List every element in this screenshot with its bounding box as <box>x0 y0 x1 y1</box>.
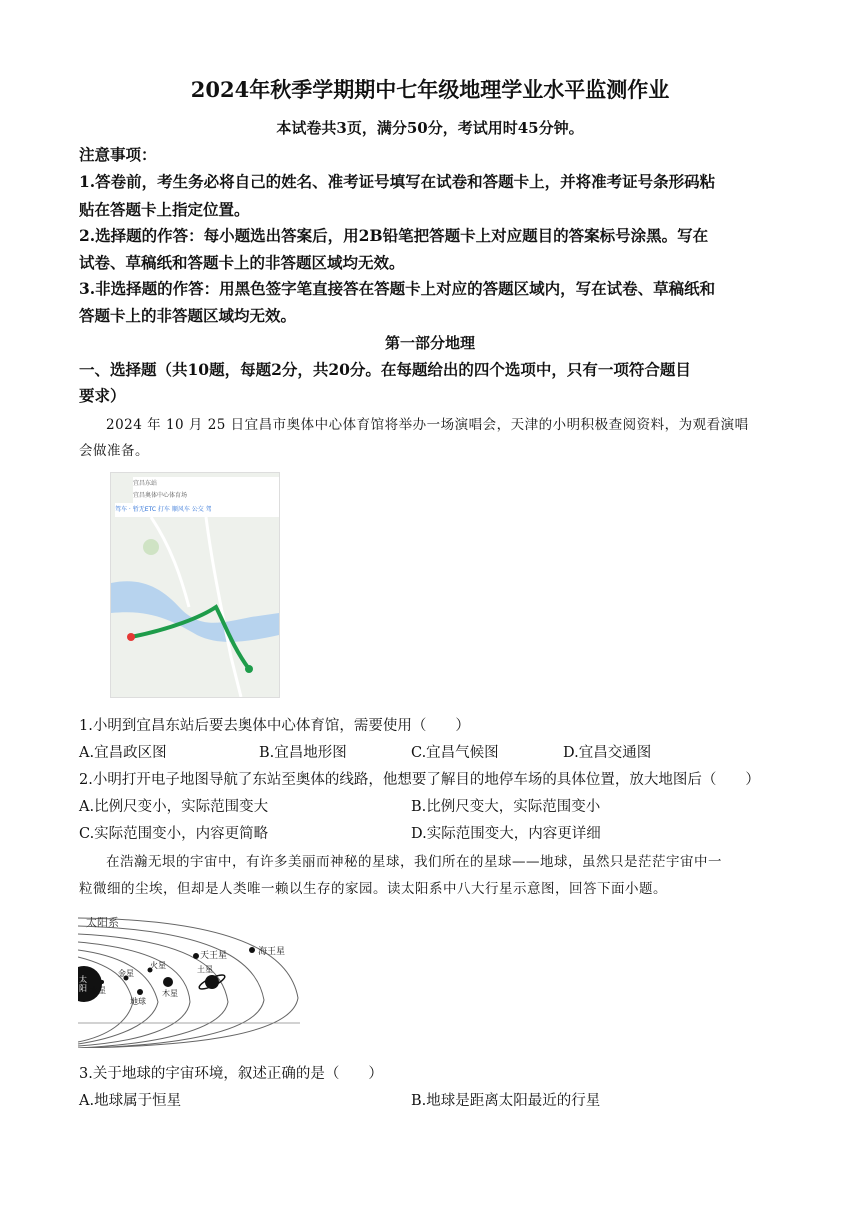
orbit-line <box>78 918 298 1048</box>
solar-caption: 太阳系 <box>86 916 119 929</box>
notice-item-3-line-1: 3.非选择题的作答：用黑色签字笔直接答在答题卡上对应的答题区域内，写在试卷、草稿纸和 <box>79 279 716 298</box>
park-area <box>143 539 159 555</box>
intro-1-line-1: 2024 年 10 月 25 日宜昌市奥体中心体育馆将举办一场演唱会，天津的小明积极查阅资料，为观看演唱 <box>106 417 749 433</box>
question-1-option-d: D.宜昌交通图 <box>563 745 652 761</box>
map-route-destination: 宜昌奥体中心体育场 <box>133 489 279 503</box>
river-shape <box>111 581 279 642</box>
uranus-label: 天王星 <box>200 951 228 961</box>
saturn-label: 土星 <box>197 965 213 974</box>
question-3-option-b: B.地球是距离太阳最近的行星 <box>411 1093 601 1109</box>
exam-title: 2024年秋季学期期中七年级地理学业水平监测作业 <box>190 77 670 102</box>
jupiter-dot <box>163 977 173 987</box>
notice-item-3-line-2: 答题卡上的非答题区域均无效。 <box>79 306 297 325</box>
section-1-heading-line-2: 要求） <box>79 386 126 405</box>
solar-system-diagram <box>78 912 300 1048</box>
notice-item-2-line-2: 试卷、草稿纸和答题卡上的非答题区域均无效。 <box>79 253 405 272</box>
question-1-stem: 1.小明到宜昌东站后要去奥体中心体育馆，需要使用（ ） <box>79 718 470 734</box>
question-2-option-d: D.实际范围变大，内容更详细 <box>411 826 601 842</box>
mercury-dot <box>100 980 104 984</box>
question-2-option-b: B.比例尺变大，实际范围变小 <box>411 799 601 815</box>
intro-1-line-2: 会做准备。 <box>79 443 149 459</box>
question-1-option-b: B.宜昌地形图 <box>259 745 347 761</box>
question-2-option-c: C.实际范围变小，内容更简略 <box>79 826 269 842</box>
venus-label: 金星 <box>118 969 134 978</box>
sun-label: 太阳 <box>79 975 87 993</box>
earth-label: 地球 <box>130 997 146 1006</box>
intro-2-line-2: 粒微细的尘埃，但却是人类唯一赖以生存的家园。读太阳系中八大行星示意图，回答下面小题。 <box>79 881 667 897</box>
neptune-label: 海王星 <box>258 947 286 957</box>
origin-marker <box>127 633 135 641</box>
question-1-option-a: A.宜昌政区图 <box>79 745 167 761</box>
jupiter-label: 木星 <box>162 989 178 998</box>
uranus-dot <box>193 953 199 959</box>
map-canvas <box>111 517 279 697</box>
part-title: 第一部分地理 <box>384 334 475 352</box>
notice-item-1-line-1: 1.答卷前，考生务必将自己的姓名、准考证号填写在试卷和答题卡上，并将准考证号条形码粘 <box>79 172 716 191</box>
exam-subtitle: 本试卷共3页，满分50分，考试用时45分钟。 <box>276 119 584 137</box>
neptune-dot <box>249 947 255 953</box>
map-travel-modes: 驾车 · 暂无ETC 打车 顺风车 公交 驾 <box>115 503 279 517</box>
intro-2-line-1: 在浩瀚无垠的宇宙中，有许多美丽而神秘的星球，我们所在的星球——地球，虽然只是茫茫宇宙中一 <box>106 854 722 870</box>
navigation-map-image <box>110 472 280 698</box>
destination-marker <box>245 665 253 673</box>
question-3-stem: 3.关于地球的宇宙环境，叙述正确的是（ ） <box>79 1066 383 1082</box>
solar-system-image <box>78 912 300 1048</box>
question-2-option-a: A.比例尺变小，实际范围变大 <box>79 799 269 815</box>
mars-label: 火星 <box>150 961 166 970</box>
notice-item-1-line-2: 贴在答题卡上指定位置。 <box>79 200 250 219</box>
road-line <box>206 517 241 697</box>
section-1-heading-line-1: 一、选择题（共10题，每题2分，共20分。在每题给出的四个选项中，只有一项符合题目 <box>79 360 691 379</box>
notice-heading: 注意事项： <box>79 145 157 164</box>
notice-item-2-line-1: 2.选择题的作答：每小题选出答案后，用2B铅笔把答题卡上对应题目的答案标号涂黑。写在 <box>79 226 709 245</box>
map-route-origin: 宜昌东站 <box>133 477 279 491</box>
question-1-option-c: C.宜昌气候图 <box>411 745 499 761</box>
mercury-label: 水星 <box>90 986 106 995</box>
earth-dot <box>137 989 143 995</box>
question-3-option-a: A.地球属于恒星 <box>79 1093 182 1109</box>
question-2-stem: 2.小明打开电子地图导航了东站至奥体的线路，他想要了解目的地停车场的具体位置，放大地图后（ ） <box>79 772 760 788</box>
